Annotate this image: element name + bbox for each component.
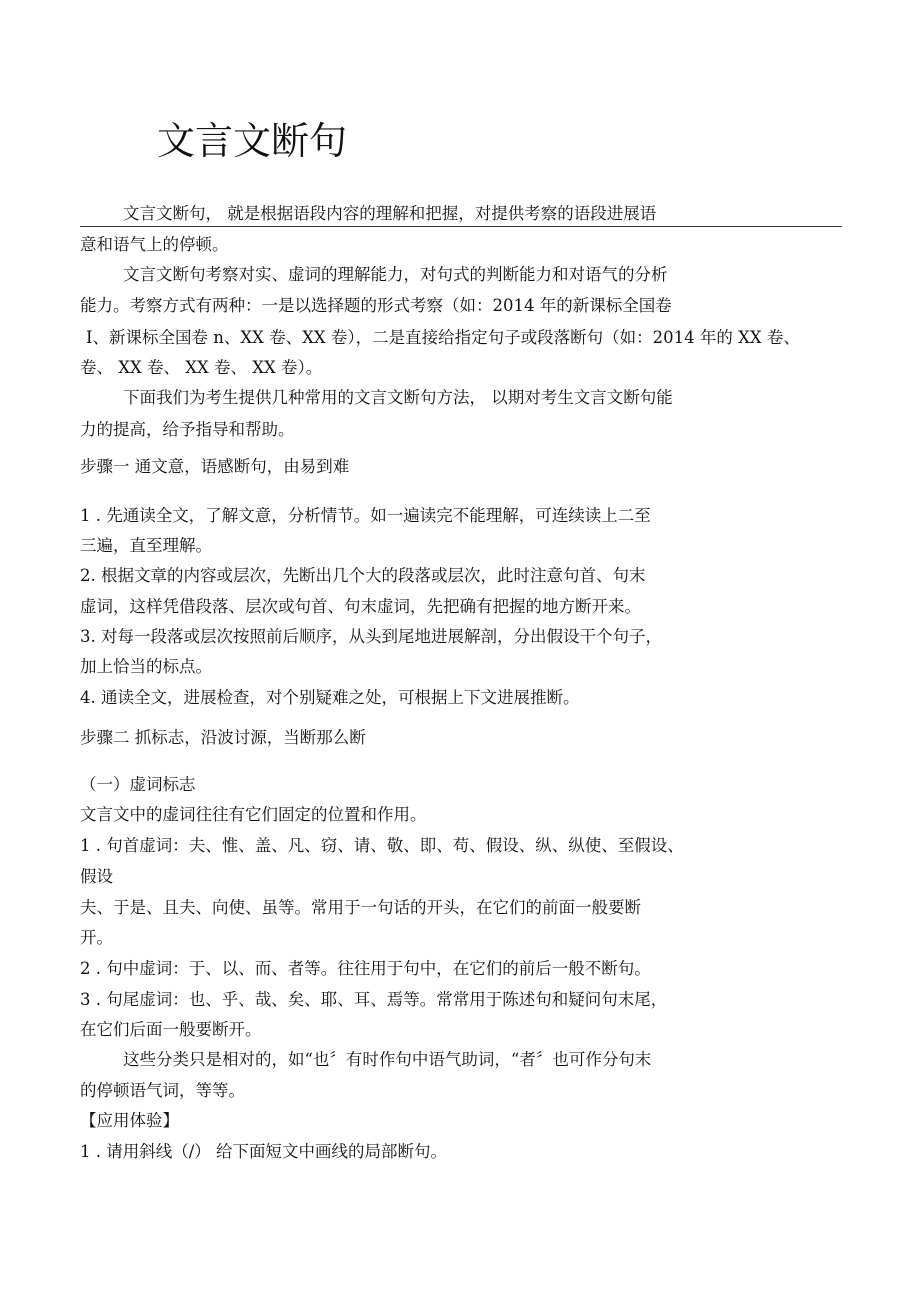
text-line: 【应用体验】 — [80, 1111, 179, 1130]
document-title: 文言文断句 — [157, 119, 348, 163]
text-line: 步骤二 抓标志，沿波讨源，当断那么断 — [80, 728, 366, 747]
text-line: 意和语气上的停顿。 — [80, 235, 229, 254]
horizontal-rule — [80, 226, 842, 227]
text-line: 夫、于是、且夫、向使、虽等。常用于一句话的开头，在它们的前面一般要断 — [80, 898, 641, 917]
text-line: 3 . 句尾虚词：也、乎、哉、矣、耶、耳、焉等。常常用于陈述句和疑问句末尾， — [80, 990, 668, 1009]
text-line: 开。 — [80, 928, 113, 947]
text-line: 3. 对每一段落或层次按照前后顺序，从头到尾地进展解剖，分出假设干个句子， — [80, 627, 662, 646]
text-line: 虚词，这样凭借段落、层次或句首、句末虚词，先把确有把握的地方断开来。 — [80, 597, 641, 616]
text-line: 的停顿语气词，等等。 — [80, 1081, 245, 1100]
text-line: 2 . 句中虚词：于、以、而、者等。往往用于句中，在它们的前后一般不断句。 — [80, 959, 651, 978]
text-line: 假设 — [80, 867, 113, 886]
text-line: 三遍，直至理解。 — [80, 536, 212, 555]
text-line: 下面我们为考生提供几种常用的文言文断句方法， 以期对考生文言文断句能 — [123, 388, 673, 407]
text-line: （一）虚词标志 — [80, 775, 196, 794]
text-line: 4. 通读全文，进展检查，对个别疑难之处，可根据上下文进展推断。 — [80, 688, 580, 707]
text-line: I、新课标全国卷 n、XX 卷、XX 卷），二是直接给指定句子或段落断句（如：2014 年的 XX 卷、 — [86, 328, 800, 347]
text-line: 能力。考察方式有两种：一是以选择题的形式考察（如：2014 年的新课标全国卷 — [80, 296, 672, 315]
text-line: 2. 根据文章的内容或层次，先断出几个大的段落或层次，此时注意句首、句末 — [80, 566, 646, 585]
text-line: 1 . 请用斜线（/） 给下面短文中画线的局部断句。 — [80, 1142, 448, 1161]
text-line: 在它们后面一般要断开。 — [80, 1020, 262, 1039]
text-line: 文言文断句， 就是根据语段内容的理解和把握，对提供考察的语段进展语 — [123, 204, 657, 223]
text-line: 文言文中的虚词往往有它们固定的位置和作用。 — [80, 805, 427, 824]
text-line: 文言文断句考察对实、虚词的理解能力，对句式的判断能力和对语气的分析 — [123, 265, 668, 284]
text-line: 这些分类只是相对的，如“也〞有时作句中语气助词，“者〞也可作分句末 — [123, 1050, 652, 1069]
text-line: 步骤一 通文意，语感断句，由易到难 — [80, 457, 350, 476]
text-line: 卷、 XX 卷、 XX 卷、 XX 卷）。 — [80, 358, 323, 377]
text-line: 加上恰当的标点。 — [80, 657, 212, 676]
text-line: 1 . 句首虚词：夫、惟、盖、凡、窃、请、敬、即、苟、假设、纵、纵使、至假设、 — [80, 836, 684, 855]
text-line: 力的提高，给予指导和帮助。 — [80, 420, 295, 439]
text-line: 1 . 先通读全文，了解文意，分析情节。如一遍读完不能理解，可连续读上二至 — [80, 506, 651, 525]
